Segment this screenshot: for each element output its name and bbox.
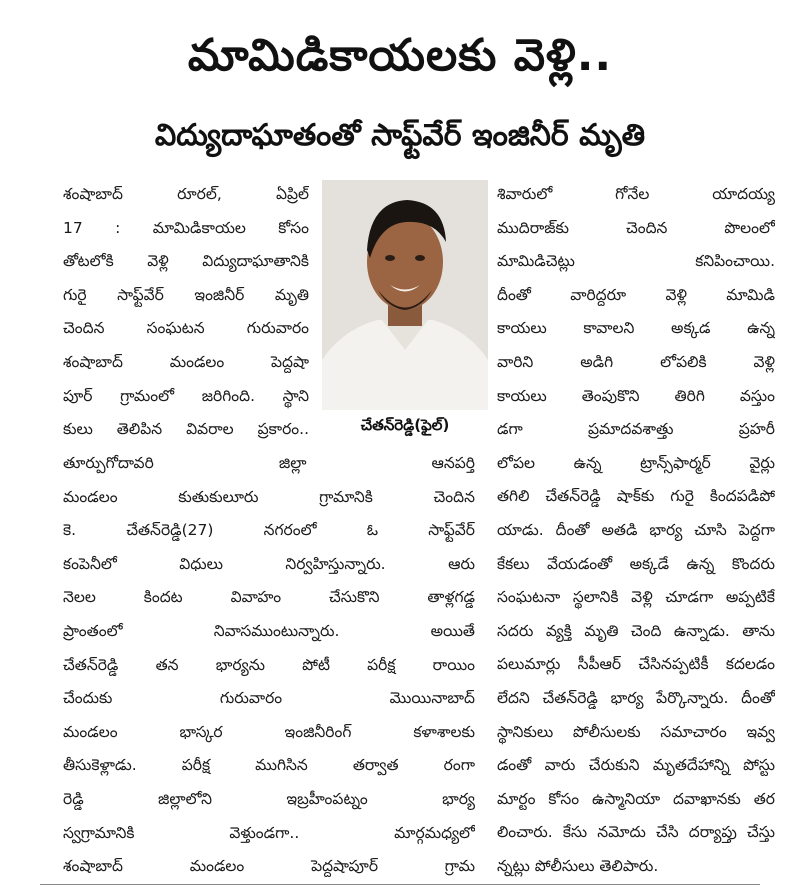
headline: మామిడికాయలకు వెళ్లి.. (187, 30, 613, 81)
photo (322, 180, 488, 410)
article-line: వారిని అడిగి లోపలికి వెళ్లి (497, 352, 775, 371)
article-line: శంషాబాద్ మండలం పెద్దషా (63, 352, 309, 371)
article-line: కులు తెలిపిన వివరాల ప్రకారం.. (63, 420, 309, 439)
article-column-2 (497, 178, 775, 883)
article-line: తోటలోకి వెళ్లి విద్యుదాఘాతానికి (63, 252, 309, 271)
article-line: మండలం భాస్కర ఇంజినీరింగ్ కళాశాలకు (63, 722, 475, 741)
article-line: నెలల కిందట వివాహం చేసుకొని తాళ్లగడ్డ (63, 588, 475, 607)
article-line: తగిలి చేతన్‌రెడ్డి షాక్‌కు గురై కిందపడిపో (497, 487, 775, 506)
article-line: శంషాబాద్ మండలం పెద్దషాపూర్ గ్రామ (63, 857, 475, 876)
article-line: తీసుకెళ్లాడు. పరీక్ష ముగిసిన తర్వాత రంగా (63, 756, 475, 775)
article-line: శంషాబాద్ రూరల్, ఏప్రిల్ (63, 185, 309, 203)
article-line: మార్టం కోసం ఉస్మానియా దవాఖానకు తర (497, 789, 775, 808)
subheadline: విద్యుదాఘాతంతో సాఫ్ట్‌వేర్ ఇంజినీర్ మృతి (154, 118, 646, 153)
article-line: మామిడిచెట్లు కనిపించాయి. (497, 252, 775, 271)
article-line: యాడు. దీంతో అతడి భార్య చూసి పెద్దగా (497, 520, 775, 539)
article-line: లించారు. కేసు నమోదు చేసి దర్యాప్తు చేస్తు (497, 823, 775, 842)
article-line: మండలం కుతుకులూరు గ్రామానికి చెందిన (63, 487, 475, 506)
article-line: చేతన్‌రెడ్డి తన భార్యను పోటీ పరీక్ష రాయిం (63, 655, 475, 674)
article-line: పూర్ గ్రామంలో జరిగింది. స్థాని (63, 386, 309, 405)
article-line: ప్రాంతంలో నివాసముంటున్నారు. అయితే (63, 621, 475, 640)
article-line: కేకలు వేయడంతో అక్కడే ఉన్న కొందరు (497, 554, 775, 573)
article-line: తూర్పుగోదావరి జిల్లా ఆనపర్తి (63, 454, 475, 472)
article-line: స్థానికులు పోలీసులకు సమాచారం ఇవ్వ (497, 722, 775, 741)
article-column-1-wide (63, 447, 475, 884)
article-column-1 (63, 178, 309, 447)
photo-caption: చేతన్‌రెడ్డి(ఫైల్) (360, 416, 450, 434)
article-line: చెందిన సంఘటన గురువారం (63, 319, 309, 338)
article-line: కాయలు తెంపుకొని తిరిగి వస్తుం (497, 386, 775, 405)
article-line: పలుమార్లు సీపీఆర్ చేసినప్పటికీ కదలడం (497, 655, 775, 674)
article-line: రెడ్డి జిల్లాలోని ఇబ్రహీంపట్నం భార్య (63, 789, 475, 808)
article-line: చేందుకు గురువారం మొయినాబాద్ (63, 689, 475, 708)
article-line: డగా ప్రమాదవశాత్తు ప్రహరీ (497, 420, 775, 439)
article-line: కె. చేతన్‌రెడ్డి(27) నగరంలో ఓ సాఫ్ట్‌వేర్ (63, 521, 475, 540)
article-line: కాయలు కావాలని అక్కడ ఉన్న (497, 319, 775, 338)
article-line: దీంతో వారిద్దరూ వెళ్లి మామిడి (497, 285, 775, 304)
article-line: న్నట్లు పోలీసులు తెలిపారు. (497, 856, 659, 875)
article-line: శివారులో గోనేల యాదయ్య (497, 185, 775, 203)
article-line: డంతో వారు చేరుకుని మృతదేహాన్ని పోస్టు (497, 756, 775, 775)
article-line: సంఘటనా స్థలానికి వెళ్లి చూడగా అప్పటికే (497, 588, 775, 607)
article-line: లేదని చేతన్‌రెడ్డి భార్య పేర్కొన్నారు. దీంతో (497, 688, 775, 707)
article-line: సదరు వ్యక్తి మృతి చెంది ఉన్నాడు. తాను (497, 621, 775, 640)
article-line: గురై సాఫ్ట్‌వేర్ ఇంజినీర్ మృతి (63, 285, 309, 304)
article-line: ముదిరాజ్‌కు చెందిన పొలంలో (497, 218, 775, 237)
bottom-divider (40, 884, 760, 885)
article-line: లోపల ఉన్న ట్రాన్స్‌ఫార్మర్ వైర్లు (497, 453, 775, 472)
article-line: 17 : మామిడికాయల కోసం (63, 218, 309, 237)
article-line: కంపెనీలో విధులు నిర్వహిస్తున్నారు. ఆరు (63, 554, 475, 573)
portrait-photo (322, 180, 488, 410)
article-line: స్వగ్రామానికి వెళ్తుండగా.. మార్గమధ్యలో (63, 823, 475, 842)
